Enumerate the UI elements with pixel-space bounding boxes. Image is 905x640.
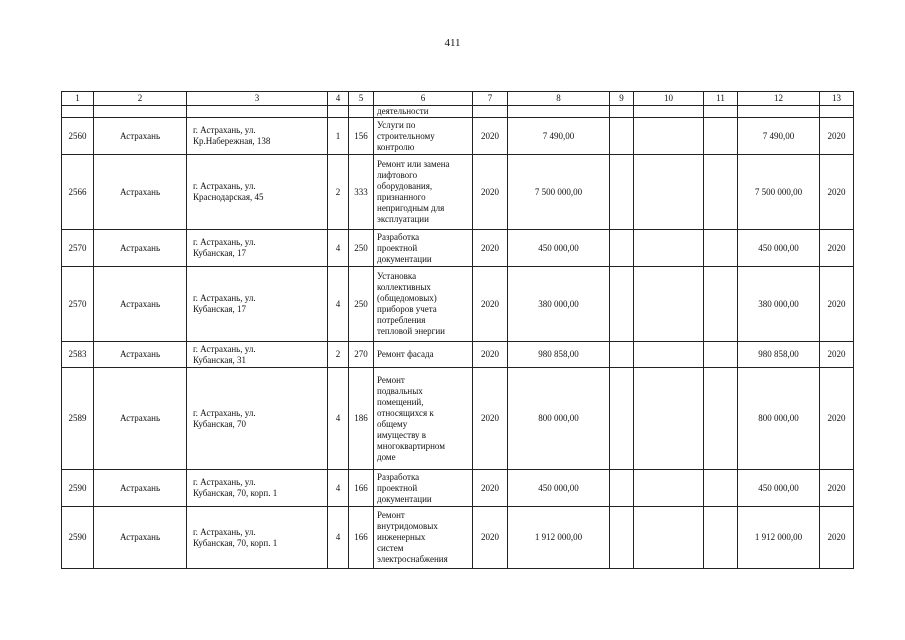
finish-year-cell: 2020 <box>820 155 854 230</box>
year-cell: 2020 <box>473 230 508 267</box>
floors-cell: 2 <box>328 155 349 230</box>
empty-cell <box>610 507 634 569</box>
continuation-row <box>62 106 854 118</box>
empty-cell <box>634 118 704 155</box>
page-number: 411 <box>444 37 461 49</box>
column-5-cell: 186 <box>349 368 374 470</box>
column-number: 13 <box>820 92 854 106</box>
column-number: 2 <box>94 92 187 106</box>
finish-year-cell: 2020 <box>820 267 854 342</box>
address-cell: г. Астрахань, ул. Кубанская, 31 <box>187 342 328 368</box>
address-cell: г. Астрахань, ул. Кубанская, 70 <box>187 368 328 470</box>
floors-cell: 4 <box>328 230 349 267</box>
empty-cell <box>704 267 738 342</box>
empty-cell <box>704 155 738 230</box>
table-row <box>62 368 854 470</box>
empty-cell <box>704 507 738 569</box>
city-cell: Астрахань <box>94 368 187 470</box>
empty-cell <box>610 118 634 155</box>
table-row <box>62 118 854 155</box>
year-cell: 2020 <box>473 155 508 230</box>
empty-cell <box>704 230 738 267</box>
address-cell: г. Астрахань, ул. Кубанская, 17 <box>187 267 328 342</box>
year-cell: 2020 <box>473 118 508 155</box>
empty-cell <box>634 470 704 507</box>
cost-cell: 450 000,00 <box>508 230 610 267</box>
city-cell: Астрахань <box>94 267 187 342</box>
cost-cell: 7 500 000,00 <box>508 155 610 230</box>
year-cell: 2020 <box>473 470 508 507</box>
cost-cell: 1 912 000,00 <box>508 507 610 569</box>
empty-cell <box>610 155 634 230</box>
row-number: 2560 <box>62 118 94 155</box>
floors-cell: 4 <box>328 470 349 507</box>
column-5-cell: 166 <box>349 507 374 569</box>
column-number-header-row <box>62 92 854 106</box>
column-5-cell: 166 <box>349 470 374 507</box>
city-cell: Астрахань <box>94 507 187 569</box>
address-cell: г. Астрахань, ул. Краснодарская, 45 <box>187 155 328 230</box>
address-cell: г. Астрахань, ул. Кр.Набережная, 138 <box>187 118 328 155</box>
continuation-text: деятельности <box>374 106 473 118</box>
empty-cell <box>704 342 738 368</box>
row-number: 2570 <box>62 230 94 267</box>
row-number: 2566 <box>62 155 94 230</box>
empty-cell <box>704 368 738 470</box>
row-number: 2589 <box>62 368 94 470</box>
empty-cell <box>634 368 704 470</box>
finish-year-cell: 2020 <box>820 368 854 470</box>
finish-year-cell: 2020 <box>820 342 854 368</box>
year-cell: 2020 <box>473 507 508 569</box>
empty-cell <box>610 267 634 342</box>
total-cell: 800 000,00 <box>738 368 820 470</box>
column-number: 4 <box>328 92 349 106</box>
empty-cell <box>634 507 704 569</box>
empty-cell <box>634 155 704 230</box>
cost-cell: 800 000,00 <box>508 368 610 470</box>
column-number: 5 <box>349 92 374 106</box>
empty-cell <box>610 230 634 267</box>
total-cell: 1 912 000,00 <box>738 507 820 569</box>
floors-cell: 2 <box>328 342 349 368</box>
work-type-cell: Разработка проектной документации <box>374 470 473 507</box>
column-number: 10 <box>634 92 704 106</box>
table-row <box>62 230 854 267</box>
address-cell: г. Астрахань, ул. Кубанская, 70, корп. 1 <box>187 470 328 507</box>
work-type-cell: Ремонт подвальных помещений, относящихся к общему имуществу в многоквартирном доме <box>374 368 473 470</box>
cost-cell: 7 490,00 <box>508 118 610 155</box>
column-5-cell: 333 <box>349 155 374 230</box>
floors-cell: 1 <box>328 118 349 155</box>
cost-cell: 380 000,00 <box>508 267 610 342</box>
row-number: 2570 <box>62 267 94 342</box>
finish-year-cell: 2020 <box>820 470 854 507</box>
city-cell: Астрахань <box>94 155 187 230</box>
column-number: 6 <box>374 92 473 106</box>
finish-year-cell: 2020 <box>820 118 854 155</box>
total-cell: 7 490,00 <box>738 118 820 155</box>
work-type-cell: Разработка проектной документации <box>374 230 473 267</box>
address-cell: г. Астрахань, ул. Кубанская, 70, корп. 1 <box>187 507 328 569</box>
total-cell: 7 500 000,00 <box>738 155 820 230</box>
total-cell: 980 858,00 <box>738 342 820 368</box>
year-cell: 2020 <box>473 368 508 470</box>
empty-cell <box>610 368 634 470</box>
work-type-cell: Ремонт или замена лифтового оборудования, признанного непригодным для эксплуатации <box>374 155 473 230</box>
column-5-cell: 250 <box>349 230 374 267</box>
finish-year-cell: 2020 <box>820 230 854 267</box>
row-number: 2590 <box>62 507 94 569</box>
city-cell: Астрахань <box>94 118 187 155</box>
city-cell: Астрахань <box>94 470 187 507</box>
city-cell: Астрахань <box>94 230 187 267</box>
total-cell: 450 000,00 <box>738 230 820 267</box>
empty-cell <box>634 230 704 267</box>
column-number: 9 <box>610 92 634 106</box>
column-number: 11 <box>704 92 738 106</box>
column-number: 3 <box>187 92 328 106</box>
work-type-cell: Ремонт внутридомовых инженерных систем электроснабжения <box>374 507 473 569</box>
column-number: 1 <box>62 92 94 106</box>
table-row <box>62 267 854 342</box>
column-5-cell: 250 <box>349 267 374 342</box>
works-table <box>61 91 854 569</box>
empty-cell <box>704 470 738 507</box>
floors-cell: 4 <box>328 507 349 569</box>
empty-cell <box>610 470 634 507</box>
floors-cell: 4 <box>328 368 349 470</box>
column-number: 7 <box>473 92 508 106</box>
total-cell: 380 000,00 <box>738 267 820 342</box>
empty-cell <box>634 267 704 342</box>
year-cell: 2020 <box>473 267 508 342</box>
column-number: 8 <box>508 92 610 106</box>
table-row <box>62 155 854 230</box>
city-cell: Астрахань <box>94 342 187 368</box>
year-cell: 2020 <box>473 342 508 368</box>
column-number: 12 <box>738 92 820 106</box>
work-type-cell: Услуги по строительному контролю <box>374 118 473 155</box>
table-row <box>62 507 854 569</box>
empty-cell <box>610 342 634 368</box>
work-type-cell: Установка коллективных (общедомовых) приборов учета потребления тепловой энергии <box>374 267 473 342</box>
row-number: 2583 <box>62 342 94 368</box>
finish-year-cell: 2020 <box>820 507 854 569</box>
empty-cell <box>704 118 738 155</box>
table-row <box>62 342 854 368</box>
column-5-cell: 270 <box>349 342 374 368</box>
column-5-cell: 156 <box>349 118 374 155</box>
total-cell: 450 000,00 <box>738 470 820 507</box>
address-cell: г. Астрахань, ул. Кубанская, 17 <box>187 230 328 267</box>
work-type-cell: Ремонт фасада <box>374 342 473 368</box>
table-row <box>62 470 854 507</box>
row-number: 2590 <box>62 470 94 507</box>
floors-cell: 4 <box>328 267 349 342</box>
cost-cell: 450 000,00 <box>508 470 610 507</box>
cost-cell: 980 858,00 <box>508 342 610 368</box>
empty-cell <box>634 342 704 368</box>
